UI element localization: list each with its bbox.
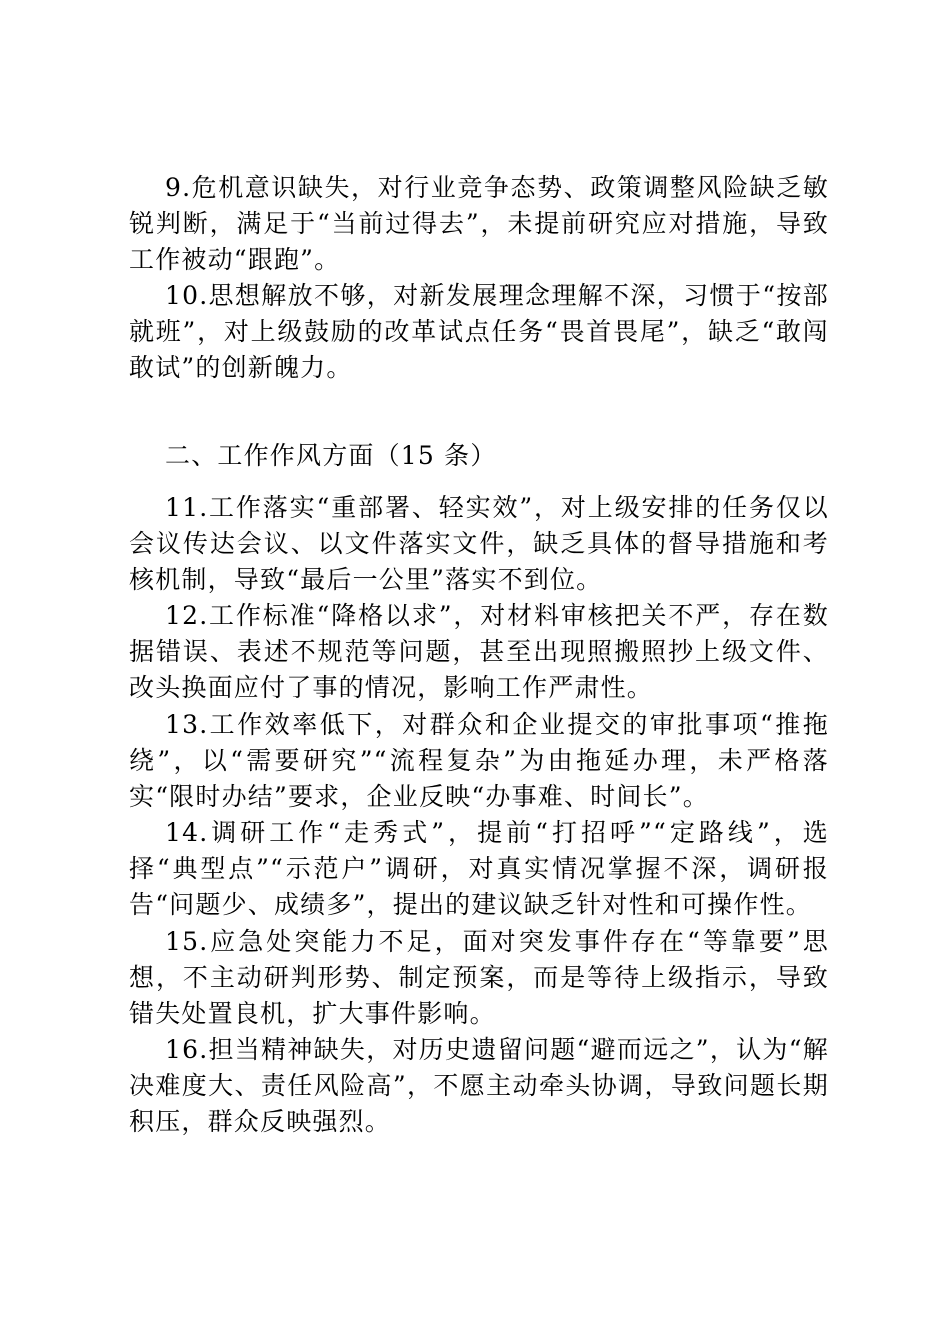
paragraph-14: 14.调研工作“走秀式”，提前“打招呼”“定路线”，选择“典型点”“示范户”调研，对真实情况掌握不深，调研报告“问题少、成绩多”，提出的建议缺乏针对性和可操作性。 [129, 818, 829, 919]
section-heading: 二、工作作风方面（15 条） [165, 441, 497, 470]
paragraph-12: 12.工作标准“降格以求”，对材料审核把关不严，存在数据错误、表述不规范等问题，甚至出现照搬照抄上级文件、改头换面应付了事的情况，影响工作严肃性。 [129, 601, 829, 702]
paragraph-9: 9.危机意识缺失，对行业竞争态势、政策调整风险缺乏敏锐判断，满足于“当前过得去”，未提前研究应对措施，导致工作被动“跟跑”。 [129, 173, 829, 274]
paragraph-15: 15.应急处突能力不足，面对突发事件存在“等靠要”思想，不主动研判形势、制定预案，而是等待上级指示，导致错失处置良机，扩大事件影响。 [129, 927, 829, 1028]
paragraph-10: 10.思想解放不够，对新发展理念理解不深，习惯于“按部就班”，对上级鼓励的改革试点任务“畏首畏尾”，缺乏“敢闯敢试”的创新魄力。 [129, 281, 829, 382]
paragraph-16: 16.担当精神缺失，对历史遗留问题“避而远之”，认为“解决难度大、责任风险高”，不愿主动牵头协调，导致问题长期积压，群众反映强烈。 [129, 1035, 829, 1136]
paragraph-13: 13.工作效率低下，对群众和企业提交的审批事项“推拖绕”，以“需要研究”“流程复杂”为由拖延办理，未严格落实“限时办结”要求，企业反映“办事难、时间长”。 [129, 710, 829, 811]
paragraph-11: 11.工作落实“重部署、轻实效”，对上级安排的任务仅以会议传达会议、以文件落实文件，缺乏具体的督导措施和考核机制，导致“最后一公里”落实不到位。 [129, 493, 829, 594]
